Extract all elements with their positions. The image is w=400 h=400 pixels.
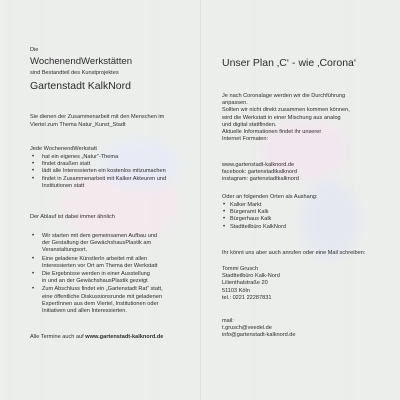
right-column (222, 0, 382, 400)
text-line: Je nach Coronalage werden wir die Durchführung (222, 93, 346, 99)
mail-label: mail: (222, 318, 234, 324)
jede-heading: Jede WochenendWerkstatt (30, 146, 97, 152)
text-line: und digital stattfinden. (222, 121, 277, 128)
text-line: Internet Formaten: (222, 136, 269, 143)
list-item: • Eine geladene KünstlerIn arbeitet mit allen Interessierten vor Ort am Thema der Werkstatt (32, 255, 158, 269)
termine-line (30, 334, 163, 341)
text-line: anpassen. (222, 100, 248, 107)
list-item: • hat ein eigenes „Natur“-Thema (32, 154, 119, 160)
bullet-icon: • (223, 209, 226, 216)
intro-line-1: Sie dienen der Zusammenarbeit mit den Menschen im (30, 114, 165, 120)
termine-prefix: Alle Termine auch auf (30, 334, 84, 340)
list-item: • Wir starten mit dem gemeinsamen Aufbau und der Gestaltung der GewächshausPlastik am Veranstaltungsort. (32, 233, 158, 254)
project-title: Gartenstadt KalkNord (30, 80, 131, 92)
corona-text (222, 93, 350, 143)
channels (222, 162, 299, 184)
ablauf-heading: Der Ablauf ist dabei immer ähnlich (30, 214, 115, 220)
orte-list (222, 202, 382, 231)
plan-c-title: Unser Plan ‚C‘ - wie ‚Corona‘ (222, 57, 357, 69)
instagram-channel[interactable]: instagram: gartenstadtkalknord (222, 176, 299, 183)
bullet-icon: • (32, 154, 35, 160)
bullet-icon: • (223, 216, 226, 223)
website-channel[interactable]: www.gartenstadt-kalknord.de (222, 162, 295, 168)
list-item: • Zum Abschluss findet ein „Gartenstadt Rat“ statt, eine öffentliche Diskussionsrunde mit geladenen ExpertInnen aus dem Viertel, Institutionen oder Initiativen und allen Interessierten. (32, 286, 163, 315)
list-item: • Bürgerhaus Kalk (223, 216, 272, 223)
aushang-heading: Oder an folgenden Orten als Aushang: (222, 194, 318, 200)
website-link[interactable]: www.gartenstadt-kalknord.de (85, 334, 164, 340)
text-line: Aktuelle Informationen findet ihr unserer (222, 129, 322, 136)
bullet-icon: • (32, 286, 35, 293)
list-item-continuation: Institutionen statt (42, 182, 85, 189)
bullet-icon: • (223, 202, 226, 208)
contact-city: 51103 Köln (222, 287, 250, 294)
left-column (30, 0, 214, 400)
mail-link-info[interactable]: info@gartenstadt-kalknord.de (222, 332, 296, 339)
list-item: • findet in Zusammenarbeit mit Kalker Akteuren und (32, 175, 167, 182)
bullet-icon: • (223, 223, 226, 230)
bullet-icon: • (32, 271, 35, 278)
contact-intro: Ihr könnt uns aber auch anrufen oder eine Mail schreiben: (222, 250, 366, 256)
ablauf-list (30, 233, 214, 315)
label-die: Die (30, 47, 39, 53)
title-wochenendwerkstaetten: WochenendWerkstätten (30, 56, 133, 67)
bullet-icon: • (32, 175, 35, 182)
list-item: • Stadtteilbüro KalkNord (223, 223, 286, 230)
bullet-icon: • (32, 255, 35, 262)
mail-link-grusch[interactable]: t.grusch@veedel.de (222, 325, 272, 332)
intro-line-2: Viertel zum Thema Natur_Kunst_Stadt (30, 122, 126, 128)
bullet-icon: • (32, 161, 35, 168)
contact-street: Lilienthalstraße 20 (222, 280, 268, 287)
bullet-icon: • (32, 168, 35, 175)
subtitle: sind Bestandteil des Kunstprojektes (30, 70, 119, 76)
jede-list (30, 154, 214, 190)
list-item: • findet draußen statt (32, 161, 91, 168)
list-item: • lädt alle Interessierten ein kostenlos mitzumachen (32, 168, 166, 175)
list-item: • Bürgeramt Kalk (223, 209, 269, 216)
facebook-channel[interactable]: facebook: gartenstadtkalknord (222, 169, 297, 176)
contact-name: Tommi Grusch (222, 266, 259, 272)
mail-block (222, 318, 295, 340)
contact-phone[interactable]: tel.: 0221 22287831 (222, 294, 272, 301)
list-item: • Kalker Markt (223, 202, 262, 208)
text-line: Sollten wir nicht direkt zusammen kommen können, (222, 107, 350, 114)
bullet-icon: • (32, 233, 35, 239)
list-item: • Die Ergebnisse werden in einer Ausstellung in und an der GewächshausPlastik gezeigt (32, 271, 150, 285)
text-line: wird die Werkstatt in einer Mischung aus analog (222, 114, 341, 121)
contact-org: Stadtteilbüro Kalk-Nord (222, 273, 280, 280)
contact-block (222, 266, 280, 302)
